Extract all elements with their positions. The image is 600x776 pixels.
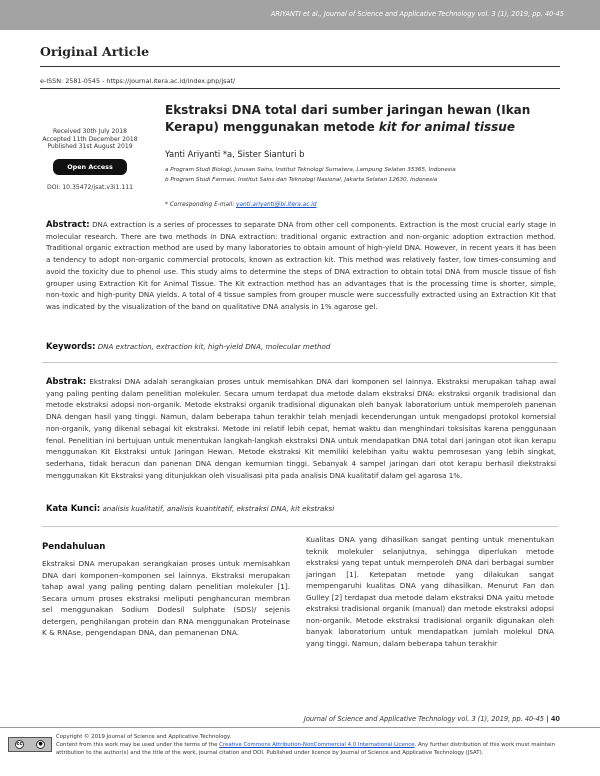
- keywords-id-label: Kata Kunci:: [46, 503, 101, 513]
- article-title: [165, 102, 565, 136]
- license-text: [56, 742, 566, 758]
- divider: [42, 526, 558, 527]
- footer-citation: [304, 715, 560, 723]
- corresponding-author: [165, 202, 317, 208]
- title-line-1: Ekstraksi DNA total dari sumber jaringan hewan (Ikan: [165, 103, 531, 117]
- cc-icon: cc: [16, 741, 23, 747]
- affiliation-b: b Program Studi Farmasi, Institut Sains dan Teknologi Nasional, Jakarta Selatan 12630, Indonesia: [165, 177, 438, 183]
- corresponding-label: * Corresponding E-mail:: [165, 202, 235, 208]
- accepted-date: Accepted 11th December 2018: [42, 135, 138, 143]
- divider: [42, 362, 558, 363]
- license-suffix: . Any further distribution of this work must maintain attribution to the author(s) and the title of the work, journal citation and DOI. Published under licence by Journal of Science and Applicative Technology (JSAT).: [56, 741, 556, 756]
- affiliation-a: a Program Studi Biologi, Jurusan Sains, Institut Teknologi Sumatera, Lampung Selatan 35365, Indonesia: [165, 167, 456, 173]
- abstract-en-label: Abstract:: [46, 219, 90, 229]
- abstract-en-text: DNA extraction is a series of processes to separate DNA from other cell components. Extraction is the most crucial early stage in molecular research. There are two methods in DNA extraction: traditional organic extraction and non-organic adoption extraction method. Traditional organic extraction method are used by many laboratories to obtain amount of high-yield DNA. However, in recent years it has been a tendency to adopt non-organic commercial protocols, known as extraction kit. This method was relatively faster, low times-consuming and avoid the toxicity due to phenol use. This study aims to determine the steps of DNA extraction to obtain total DNA from muscle tissue of fish grouper using Extraction Kit for Animal Tissue. The Kit extraction method has an advantages that is the processing time is shorter, simple, non-toxic and high-purity DNA yields. A total of 4 tissue samples from grouper muscle were successfully extracted using an Extraction Kit that was indicated by the visualization of the band on qualitative DNA analysis in 1% agarose gel.: [46, 220, 556, 311]
- license-prefix: Content from this work may be used under the terms of the: [56, 741, 220, 748]
- title-line-2: [165, 119, 565, 136]
- citation-text: Journal of Science and Applicative Technology vol. 3 (1), 2019, pp. 40-45: [303, 715, 544, 723]
- page-number: | 40: [546, 715, 560, 723]
- issn-line[interactable]: e-ISSN: 2581-0545 - https://journal.itera.ac.id/index.php/jsat/: [40, 77, 236, 85]
- license-link[interactable]: Creative Commons Attribution-NonCommercial 4.0 International Licence: [219, 741, 415, 748]
- footer-rule: [0, 727, 600, 728]
- section-heading: Pendahuluan: [42, 542, 106, 552]
- published-date: Published 31st August 2019: [47, 143, 133, 151]
- title-plain: Kerapu) menggunakan metode: [165, 120, 379, 134]
- article-type: Original Article: [40, 44, 150, 59]
- copyright-notice: [56, 734, 566, 758]
- intro-left-column: Ekstraksi DNA merupakan serangkaian proses untuk memisahkan DNA dari komponen–komponen sel lainnya. Ekstraksi merupakan tahap awal yang paling penting dalam penelitian molekuler [1]. Secara umum proses ekstraksi meliputi penghancuran membran sel menggunakan Sodium Dodesil Sulphate (SDS)/ sejenis detergen, penghilangan protein dan RNA menggunakan Proteinase K & RNAse, pengendapan DNA, dan pemanenan DNA.: [42, 559, 290, 638]
- abstract-id-label: Abstrak:: [46, 376, 87, 386]
- keywords-en-text: DNA extraction, extraction kit, high-yield DNA, molecular method: [97, 342, 331, 351]
- issn-rule: [40, 88, 560, 89]
- title-italic: kit for animal tissue: [378, 120, 515, 134]
- copyright-line: Copyright © 2019 Journal of Science and Applicative Technology.: [56, 734, 232, 740]
- keywords-en: [46, 341, 556, 351]
- keywords-id-text: analisis kualitatif, analisis kuantitatif, ekstraksi DNA, kit ekstraksi: [102, 504, 335, 513]
- intro-right-column: Kualitas DNA yang dihasilkan sangat penting untuk menentukan teknik molekuler selanjutnya, sehingga diperlukan metode ekstraksi yang tepat untuk memperoleh DNA dari berbagai sumber jaringan [1]. Ketepatan metode yang dilakukan sangat mempengaruhi kualitas DNA yang dihasilkan. Menurut Fan dan Gulley [2] terdapat dua metode dalam ekstraksi DNA yaitu metode ekstraksi tradisional organik (manual) dan metode ekstraksi adopsi non-organik. Metode ekstraksi tradisional organik digunakan oleh banyak laboratorium untuk mendapatkan jumlah molekul DNA yang tinggi. Namun, dalam beberapa tahun terakhir: [306, 535, 554, 648]
- open-access-badge[interactable]: Open Access: [53, 159, 127, 175]
- header-bar: [0, 0, 600, 30]
- article-dates: [30, 128, 150, 191]
- abstract-id-text: Ekstraksi DNA adalah serangkaian proses untuk memisahkan DNA dari komponen sel lainnya. Ekstraksi merupakan tahap awal yang paling penting dalam penelitian molekuler. Secara umum terdapat dua metode dalam ekstraksi DNA: ekstraksi organik tradisional dan metode ekstraksi adopsi non-organik. Metode ekstraksi organik tradisional digunakan oleh banyak laboratorium untuk memperoleh panenan DNA dengan hasil yang tinggi. Namun, dalam beberapa tahun terakhir telah menjadi kecenderungan untuk mengadopsi protokol komersial non-organik, yang dikenal sebagai kit ekstraksi. Metode ini relatif lebih cepat, hemat waktu dan menghindari toksisitas karena penggunaan fenol. Penelitian ini bertujuan untuk menentukan langkah-langkah ekstraksi DNA untuk mendapatkan DNA total dari jaringan otot ikan kerapu menggunakan Kit Ekstraksi untuk Jaringan Hewan. Metode ekstraksi Kit memiliki kelebihan yaitu waktu pemrosesan yang lebih singkat, sederhana, tidak beracun dan panenan DNA dengan kemurnian tinggi. Sebanyak 4 sampel jaringan dari otot kerapu berhasil diekstraksi menggunakan Kit Ekstraksi yang ditunjukkan oleh visualisasi pita pada analisis DNA kualitatif dalam gel agarosa 1%.: [46, 377, 556, 480]
- running-title: ARIYANTI et al., Journal of Science and Applicative Technology vol. 3 (1), 2019, pp. 40-45: [270, 10, 564, 18]
- authors: Yanti Ariyanti *a, Sister Sianturi b: [165, 149, 305, 159]
- by-icon: ●: [36, 740, 45, 749]
- abstract-id: [46, 376, 556, 481]
- keywords-en-label: Keywords:: [46, 341, 96, 351]
- abstract-en: [46, 219, 556, 313]
- doi[interactable]: DOI: 10.35472/jsat.v3i1.111: [47, 183, 133, 191]
- keywords-id: [46, 503, 556, 513]
- cc-license-badge[interactable]: [8, 737, 52, 752]
- header-rule: [40, 66, 560, 67]
- received-date: Received 30th July 2018: [52, 128, 127, 135]
- corresponding-email[interactable]: yanti.ariyanti@bi.itera.ac.id: [236, 202, 317, 208]
